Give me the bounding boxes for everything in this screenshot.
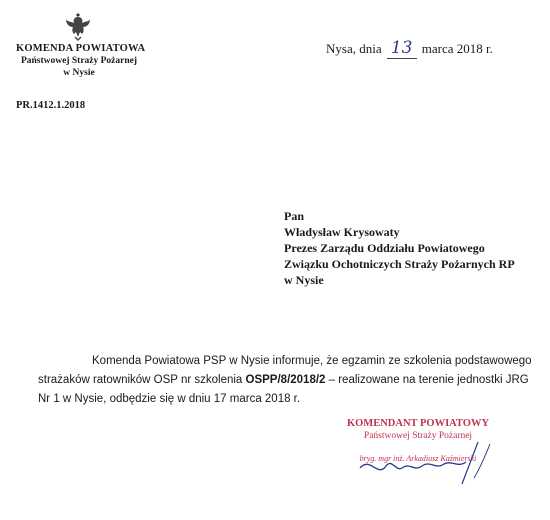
- addressee-line: Związku Ochotniczych Straży Pożarnych RP: [284, 257, 515, 271]
- date-suffix: marca 2018 r.: [421, 41, 493, 56]
- date-line: [326, 38, 493, 59]
- addressee-line: Pan: [284, 209, 305, 223]
- stamp-subtitle: Państwowej Straży Pożarnej: [363, 431, 473, 441]
- course-number: OSPP/8/2018/2: [245, 374, 326, 386]
- date-day-handwritten: 13: [387, 38, 417, 59]
- body-part2: – realizowane na terenie jednostki JRG Nr 1 w Nysie, odbędzie się w dniu 17 marca 2018 r.: [38, 374, 529, 405]
- addressee-block: [284, 208, 515, 288]
- letter-body: [38, 352, 538, 409]
- stamp-title: KOMENDANT POWIATOWY: [346, 418, 490, 429]
- body-part1: Komenda Powiatowa PSP w Nysie informuje, że egzamin ze szkolenia podstawowego strażaków ratowników OSP nr szkolenia: [38, 355, 532, 386]
- org-location: w Nysie: [63, 68, 95, 78]
- org-subtitle: Państwowej Straży Pożarnej: [20, 56, 138, 66]
- addressee-line: Władysław Krysowaty: [284, 225, 400, 239]
- addressee-line: Prezes Zarządu Oddziału Powiatowego: [284, 241, 485, 255]
- addressee-line: w Nysie: [284, 273, 324, 287]
- date-prefix: Nysa, dnia: [326, 41, 382, 56]
- reference-number: PR.1412.1.2018: [16, 100, 86, 111]
- stamp-officer-name: bryg. mgr inż. Arkadiusz Kaźmierski: [359, 454, 477, 463]
- handwritten-signature: [340, 438, 510, 488]
- eagle-emblem-icon: [64, 10, 92, 42]
- org-name: KOMENDA POWIATOWA: [16, 43, 146, 54]
- organization-header: [16, 42, 146, 79]
